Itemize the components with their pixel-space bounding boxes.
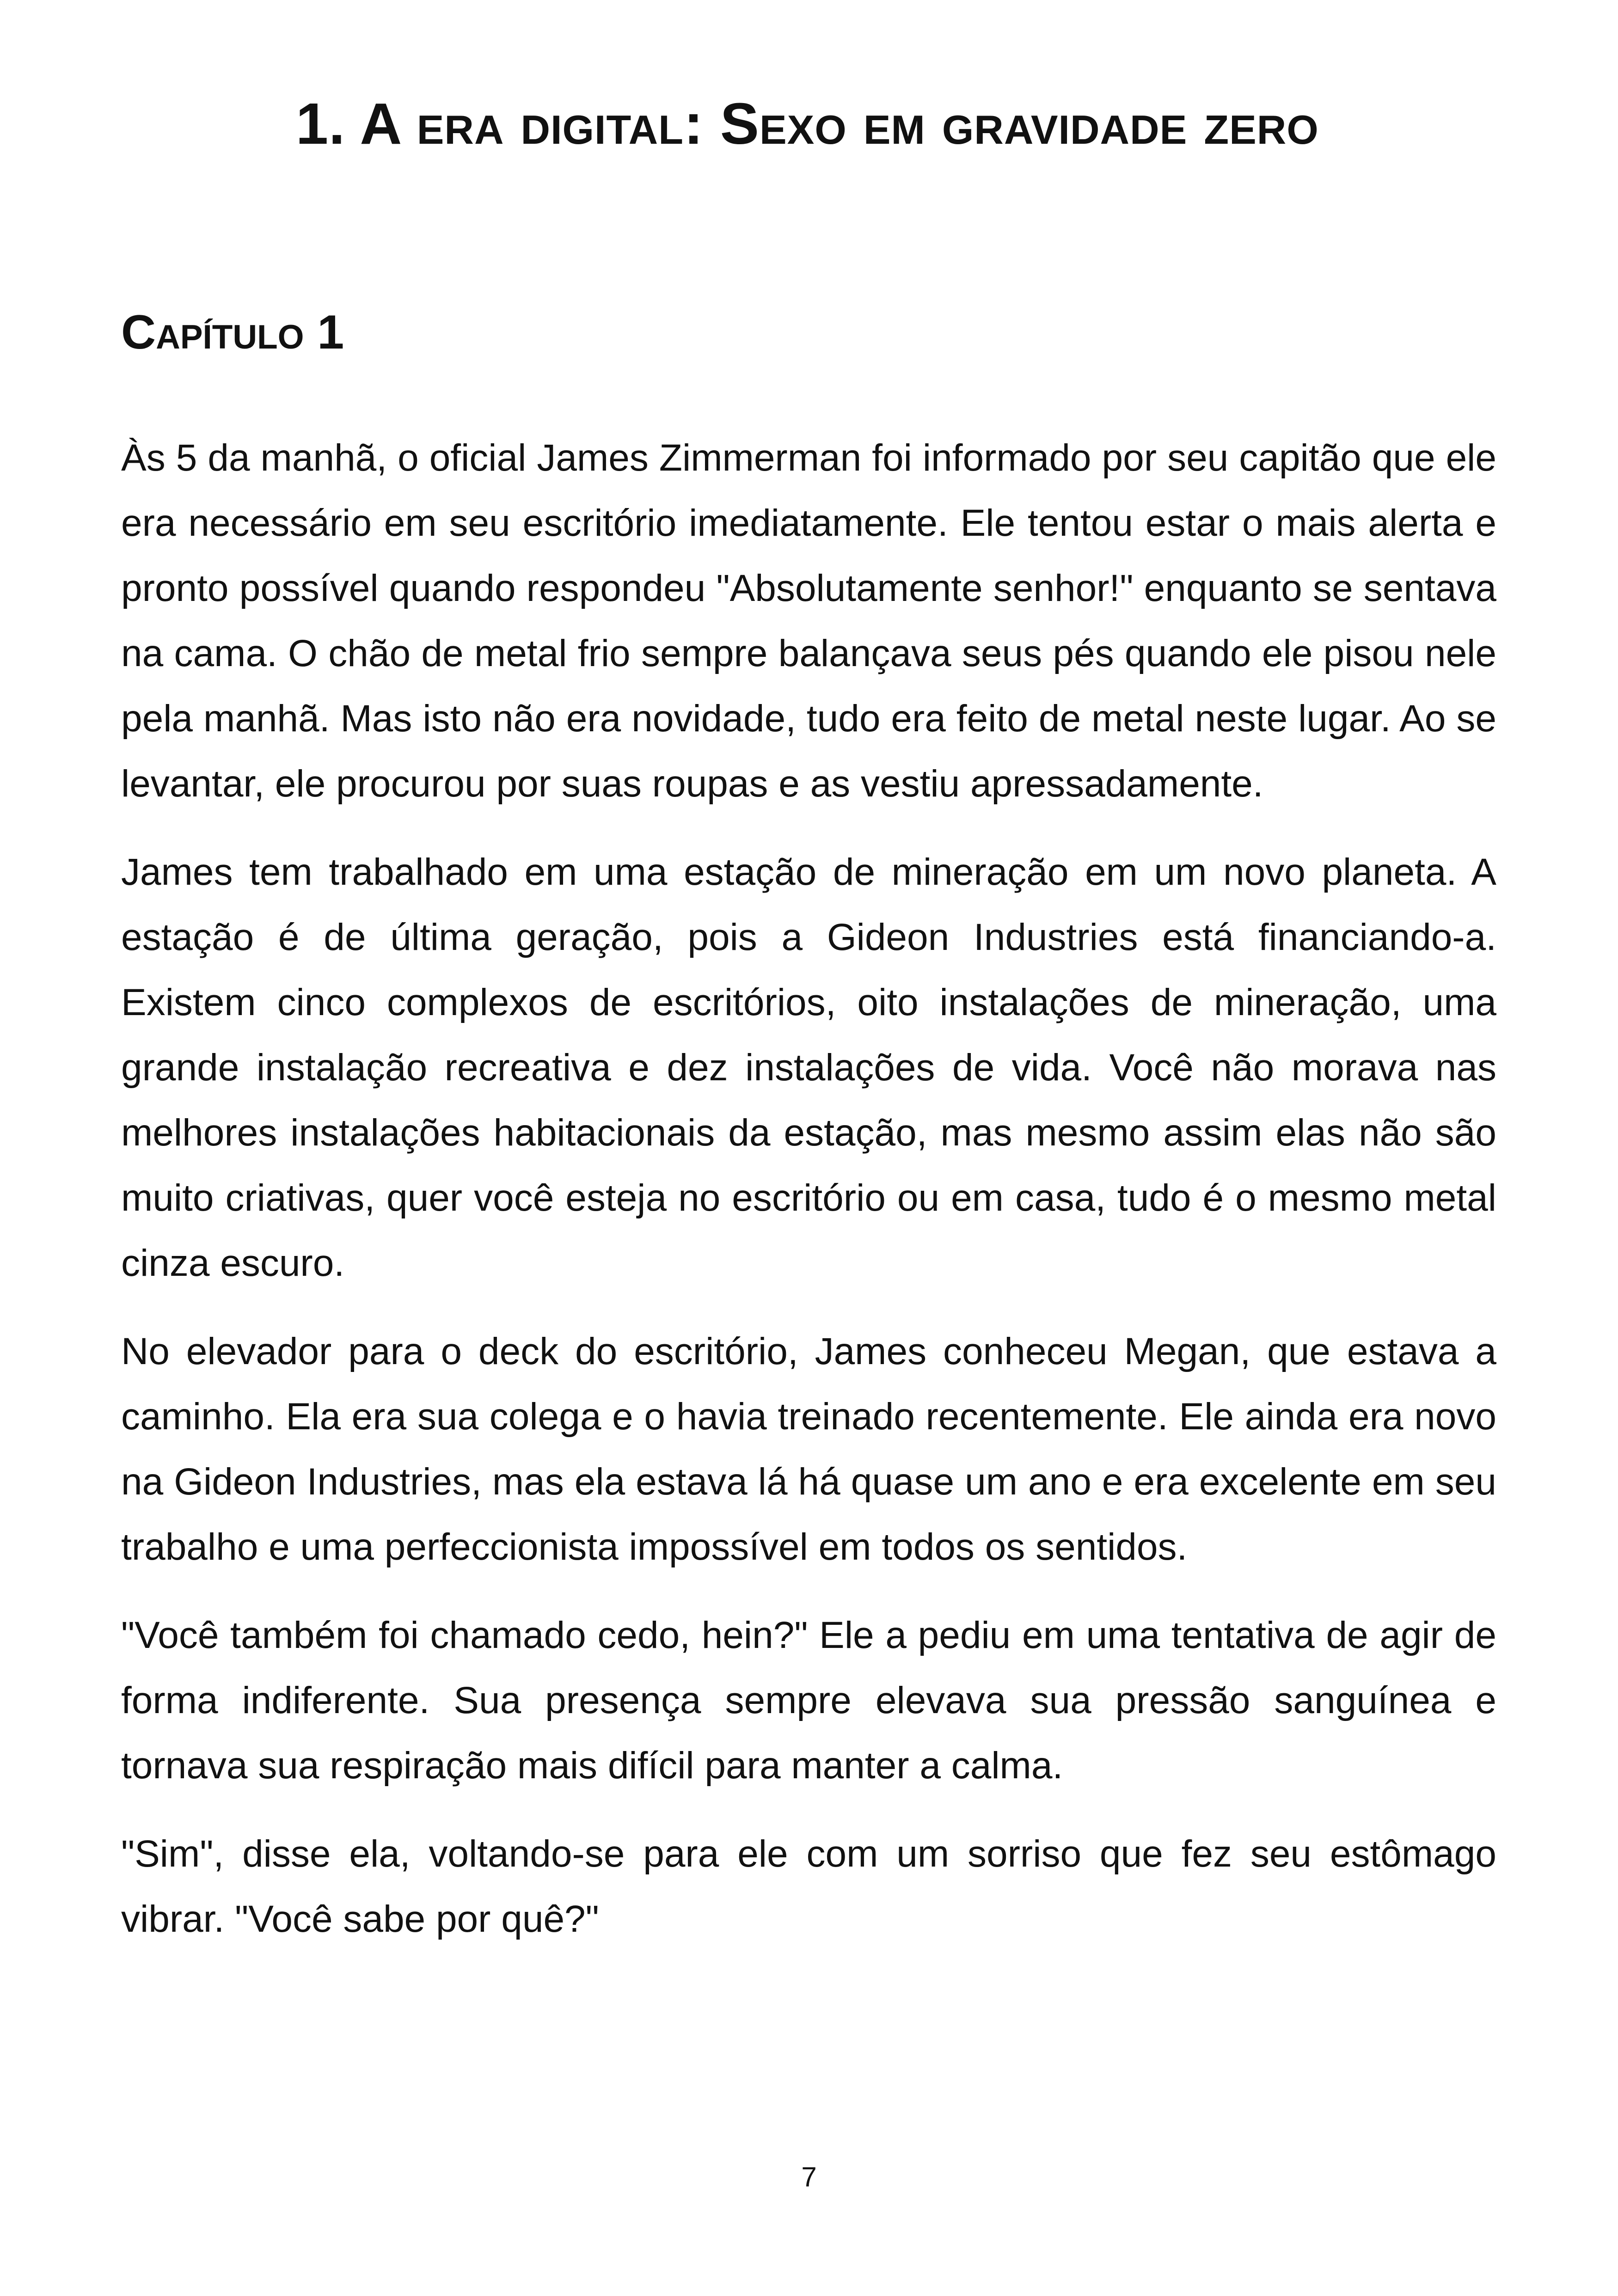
paragraph: James tem trabalhado em uma estação de mineração em um novo planeta. A estação é de última geração, pois a Gideon Industries está financiando-a. Existem cinco complexos de escritórios, oito instalações de mineração, uma grande instalação recreativa e dez instalações de vida. Você não morava nas melhores instalações habitacionais da estação, mas mesmo assim elas não são muito criativas, quer você esteja no escritório ou em casa, tudo é o mesmo metal cinza escuro. — [121, 851, 1496, 1284]
page-number: 7 — [801, 2161, 817, 2192]
paragraph: "Você também foi chamado cedo, hein?" Ele a pediu em uma tentativa de agir de forma indiferente. Sua presença sempre elevava sua pressão sanguínea e tornava sua respiração mais difícil para manter a calma. — [121, 1614, 1496, 1787]
paragraph: "Sim", disse ela, voltando-se para ele com um sorriso que fez seu estômago vibrar. "Você sabe por quê?" — [121, 1833, 1496, 1940]
book-title: 1. A era digital: Sexo em gravidade zero — [296, 91, 1319, 156]
paragraph: No elevador para o deck do escritório, James conheceu Megan, que estava a caminho. Ela era sua colega e o havia treinado recentemente. Ele ainda era novo na Gideon Industries, mas ela estava lá há quase um ano e era excelente em seu trabalho e uma perfeccionista impossível em todos os sentidos. — [121, 1330, 1496, 1568]
paragraph: Às 5 da manhã, o oficial James Zimmerman foi informado por seu capitão que ele era necessário em seu escritório imediatamente. Ele tentou estar o mais alerta e pronto possível quando respondeu "Absolutamente senhor!" enquanto se sentava na cama. O chão de metal frio sempre balançava seus pés quando ele pisou nele pela manhã. Mas isto não era novidade, tudo era feito de metal neste lugar. Ao se levantar, ele procurou por suas roupas e as vestiu apressadamente. — [121, 437, 1496, 805]
chapter-title: Capítulo 1 — [121, 306, 344, 359]
chapter-body — [121, 425, 1496, 1975]
